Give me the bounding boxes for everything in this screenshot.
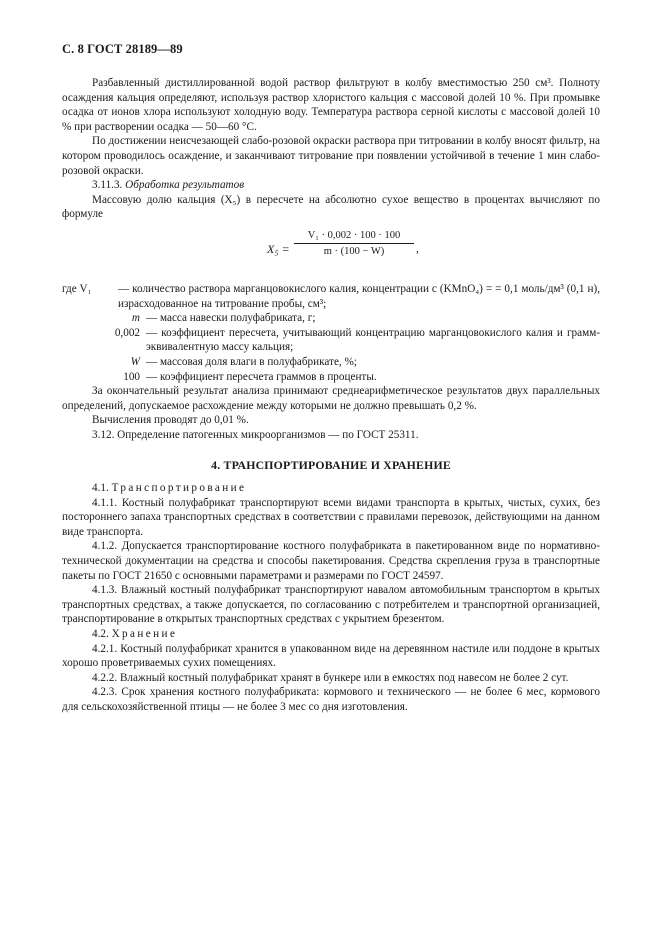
formula-denominator: m · (100 − W) [323, 245, 385, 257]
subsection-number: 3.11.3. [92, 179, 123, 192]
formula-fraction [294, 228, 414, 259]
paragraph-4-1-2: 4.1.2. Допускается транспортирование костного полуфабриката в пакетированном виде по нормативно-технической документации на средства и способы пакетирования. Средства скрепления груза в транспортные пакеты по ГОСТ 21650 с основными параметрами и размерами по ГОСТ 24597. [62, 540, 600, 582]
legend-desc: — масса навески полуфабриката, г; [146, 312, 316, 325]
legend-desc: — количество раствора марганцовокислого калия, концентрации c (KMnO₄) = = 0,1 моль/дм³ (0,1 н), израсходованное на титрование пробы, см³; [118, 282, 600, 310]
calcium-formula [62, 226, 600, 276]
paragraph-4-1-1: 4.1.1. Костный полуфабрикат транспортируют всеми видами транспорта в крытых, чистых, сухих, без постороннего запаха транспортных средствах в соответствии с правилами перевозок, действующими на данном виде транспорта. [62, 496, 600, 538]
legend-key: 100 [123, 370, 140, 383]
legend-key: где V₁ [62, 282, 92, 295]
formula-comma: , [416, 242, 419, 255]
subsection-3-11-3 [62, 178, 600, 193]
legend-desc: — коэффициент пересчета, учитывающий концентрацию марганцовокислого калия и грамм-эквивалентную массу кальция; [146, 326, 600, 354]
subsection-number: 4.2. [92, 628, 109, 640]
legend-key: m [131, 312, 140, 325]
document-body [62, 76, 600, 715]
page-header: С. 8 ГОСТ 28189—89 [62, 42, 183, 56]
subsection-4-1 [62, 481, 600, 496]
legend-desc: — массовая доля влаги в полуфабрикате, %; [146, 355, 357, 368]
paragraph-4-2-2: 4.2.2. Влажный костный полуфабрикат хранят в бункере или в емкостях под навесом не более 2 сут. [92, 671, 569, 684]
formula-lhs: X₅ = [267, 241, 290, 256]
legend-key: W [130, 355, 140, 368]
subsection-title: Хранение [111, 628, 178, 640]
legend-key: 0,002 [114, 326, 140, 339]
formula-legend [62, 282, 600, 384]
paragraph-formula-intro: Массовую долю кальция (X₅) в пересчете на абсолютно сухое вещество в процентах вычисляют по формуле [62, 193, 600, 221]
paragraph-4-2-1: 4.2.1. Костный полуфабрикат хранится в упакованном виде на деревянном настиле или поддоне в крытых хорошо проветриваемых сухих помещениях. [62, 642, 600, 670]
legend-item [62, 370, 600, 385]
subsection-title: Транспортирование [111, 482, 247, 495]
paragraph-4-2-3: 4.2.3. Срок хранения костного полуфабриката: кормового и технического — не более 6 мес, кормового для сельскохозяйственной птицы — не более 3 мес со дня изготовления. [62, 686, 600, 713]
formula-numerator: V₁ · 0,002 · 100 · 100 [294, 228, 414, 244]
paragraph-final-result: За окончательный результат анализа принимают среднеарифметическое результатов двух параллельных определений, допускаемое расхождение между которыми не должно превышать 0,2 %. [62, 385, 600, 412]
paragraph-4-1-3: 4.1.3. Влажный костный полуфабрикат транспортируют навалом автомобильным транспортом в крытых транспортных средствах, а также допускается, по согласованию с потребителем и транспортной организацией, транспортирование в открытых транспортных средствах с укрытием брезентом. [62, 584, 600, 626]
paragraph-titration: По достижении неисчезающей слабо-розовой окраски раствора при титровании в колбу вносят фильтр, на котором проводилось осаждение, и заканчивают титрование при появлении устойчивой в течение 1 мин слабо-розовой окраски. [62, 135, 600, 177]
paragraph-filtration: Разбавленный дистиллированной водой раствор фильтруют в колбу вместимостью 250 см³. Полноту осаждения кальция определяют, используя раствор хлористого кальция с массовой долей 10 %. При промывке осадка от ионов хлора используют холодную воду. Температура раствора серной кислоты с массовой долей 10 % при растворении осадка — 50—60 °С. [62, 77, 600, 133]
legend-item [62, 326, 600, 355]
legend-desc: — коэффициент пересчета граммов в проценты. [146, 370, 377, 383]
paragraph-precision: Вычисления проводят до 0,01 %. [92, 414, 249, 427]
paragraph-3-12: 3.12. Определение патогенных микроорганизмов — по ГОСТ 25311. [92, 428, 419, 441]
subsection-title: Обработка результатов [125, 179, 245, 192]
legend-item-v1 [62, 282, 600, 311]
legend-item [62, 311, 600, 326]
legend-item [62, 355, 600, 370]
subsection-number: 4.1. [92, 482, 109, 495]
subsection-4-2 [62, 627, 600, 642]
section-heading: 4. ТРАНСПОРТИРОВАНИЕ И ХРАНЕНИЕ [211, 458, 451, 473]
